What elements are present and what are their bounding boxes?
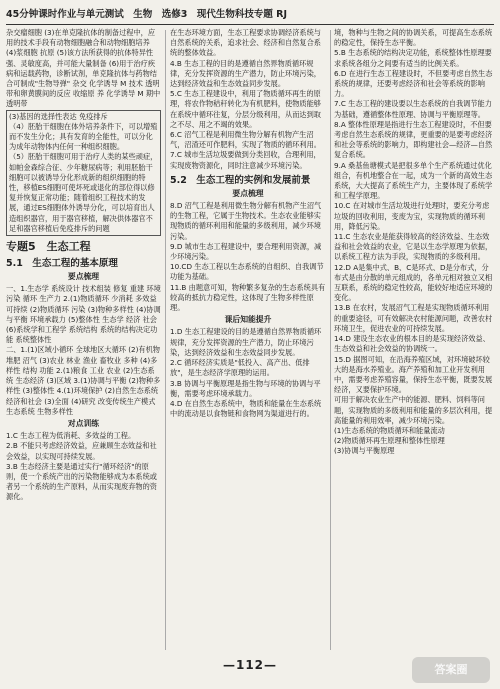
boxed-answer-text: (3)基因的选择性表达 免疫排斥 （4）胚胎干细胞在体外培养条件下，可以增殖而不发生分化；具有发育的全能性，可以分化为成年动物体内任何一种组织细胞。 （5）胚胎干细胞可用于治疗人类的某些顽症，如帕金森综合征、少年糖尿病等；利用胚胎干细胞可以被诱导分化形成新的组织细胞的特性，移植ES细胞可使坏死或退化的部位得以修复并恢复正常功能；随着组织工程技术的发展，通过ES细胞体外诱导分化，可以培育出人造组织器官，用于器官移植，解决供体器官不足和器官移植后免疫排斥的问题 [9,111,158,233]
answer-text: 12.D A是集中式、B、C是环式、D是分布式，分布式是由分散的单元组成的，各单元相对独立又相互联系，系统的稳定性较高，能较好地适应环境的变化。 13.B 在农村，发展沼气工程是实现物质循环利用的重要途径，可有效解决农村能源问题，改善农村环境卫生，促进农业的可持续发展。 14.D 建设生态农业的根本目的是实现经济效益、生态效益和社会效益的协调统一。 15.D 据图可知，在沿海养殖区域，对环境破坏较大的是海水养殖业。海产养殖和加工业开发利用中，需要考虑养殖容量，保持生态平衡，既要发展经济，又要保护环境。 [334,262,493,395]
boxed-answer-block [6,110,161,236]
answer-text-top: 杂交瘤细胞 (3)在单克隆抗体的制备过程中，应用的技术手段有动物细胞融合和动物细胞培养 (4)浆细胞 抗原 (5)该方法所获得的抗体特异性强、灵敏度高，并可能大量制备 (6)用于治疗疾病和运载药物，诊断试剂，单克隆抗体与药物结合可制成"生物导弹" 杂交 化学诱导 M 技术 透明带和卵黄膜间的反应 收缩原 养 化学诱导 M 期中 透明带 [6,28,161,109]
subsection-heading: 要点梳理 [232,188,264,198]
page-header [6,6,494,25]
column-divider [165,30,166,650]
subsection-heading: 要点梳理 [67,272,100,282]
section-title: 5.2 生态工程的实例和发展前景 [170,174,311,186]
column-divider [330,30,331,650]
answer-text: 9.A 桑基鱼塘模式是把很多单个生产系统通过优化组合，有机地整合在一起，成为一个新的高效生态系统，大大提高了系统生产力，主要体现了系统学和工程学原理。 10.C 在对城市生活垃圾进行处理时，要充分考虑垃圾的回收利用，变废为宝，实现物质的循环利用，降低污染。 11.C 生态农业是能获得较高的经济效益、生态效益和社会效益的农业，它是以生态学原理为依据，以系统工程方法为手段，实现物质的多级利用。 [334,160,493,262]
section-title: 5.1 生态工程的基本原理 [6,258,118,270]
answer-text: 二、1.(1)区域小循环 全球地区大循环 (2)有机物 堆肥 沼气 (3)农业 林业 渔业 畜牧业 多种 (4)多样性 结构 功能 2.(1)粮食 工业 农业 (2)生态系统 生态经济 (3)区域 3.(1)协调与平衡 (2)物种多样性 (3)整体性 4.(1)环境保护 (2)自然生态系统 经济和社会 (3)全面 (4)研究 改变传统生产模式 生态系统 生物多样性 [6,345,161,416]
answer-text: 1.D 生态工程建设的目的是遵循自然界物质循环规律，充分发挥资源的生产潜力，防止环境污染，达到经济效益和生态效益同步发展。 2.C 循环经济实质是"低投入、高产出、低排放"，是生态经济学原理的运用。 3.B 协调与平衡原理是指生物与环境的协调与平衡，需要考虑环境承载力。 4.D 在自然生态系统中，物质和能量在生态系统中的流动是以食物链和食物网为渠道进行的。 [170,327,322,419]
middle-column [170,28,326,653]
subsection-heading: 课后知能提升 [224,315,272,325]
header-title: 45分钟课时作业与单元测试 生物 选修3 现代生物科技专题 RJ [6,9,287,20]
subsection-heading: 对点训练 [67,418,100,428]
chapter-title: 专题5 生态工程 [6,240,91,254]
page-number: —112— [222,658,278,672]
answer-text-top: 境，物种与生物之间的协调关系，可提高生态系统的稳定性，保持生态平衡。 5.B 生态系统的结构决定功能，系统整体性原理要求系统各组分之间要有适当的比例关系。 6.D 在进行生态工程建设时，不但要考虑自然生态系统的规律，还要考虑经济和社会等系统的影响力。 7.C 生态工程的建设要以生态系统的自我调节能力为基础，遵循整体性原理、协调与平衡原理等。 8.A 整体性原理是指进行生态工程建设时，不但要考虑自然生态系统的规律，更重要的是要考虑经济和社会等系统的影响力，即构建社会—经济—自然复合系统。 [334,28,493,160]
answer-text-top: 在生态环境方面，生态工程要求协调经济系统与自然系统的关系，追求社会、经济和自然复合系统的整体效益。 4.B 生态工程的目的是遵循自然界物质循环规律，充分发挥资源的生产潜力，防止环境污染，达到经济效益和生态效益同步发展。 5.C 生态工程建设中，利用了物质循环再生的原理，将农作物秸秆转化为有机肥料，使物质能够在系统中循环往复，分层分级利用，从而达到取之不尽、用之不竭的效果。 6.C 沼气工程是利用微生物分解有机物产生沼气，沼渣还可作肥料，实现了物质的循环利用。 7.C 城市生活垃圾要做到分类回收，合理利用，实现废物资源化，同时注意减少环境污染。 [170,28,321,170]
right-column [334,28,494,653]
answer-text: 可用于解决农业生产中的能源、肥料、饲料等问题，实现物质的多级利用和能量的多层次利用，提高能量的利用效率，减少环境污染。 (1)生态系统的物质循环和能量流动 (2)物质循环再生原理和整体性原理 (3)协调与平衡原理 [334,395,493,456]
left-column [6,28,161,653]
answer-text: 8.D 沼气工程是利用微生物分解有机物产生沼气的生物工程，它属于生物技术。生态农业能够实现物质的循环利用和能量的多级利用，减少环境污染。 9.D 城市生态工程建设中，要合理利用资源，减少环境污染。 10.CD 生态工程以生态系统的自组织、自我调节功能为基础。 11.B 由题意可知，物种繁多复杂的生态系统具有较高的抵抗力稳定性，这体现了生物多样性原理。 [170,201,326,313]
watermark-logo: 答案圈 [412,657,490,683]
answer-text: 1.C 生态工程为低消耗、多效益的工程。 2.B 不能只考虑经济效益，应兼顾生态效益和社会效益，以实现可持续发展。 3.B 生态经济主要是通过实行"循环经济"的原则，使一个系统产出的污染物能够成为本系统或者另一个系统的生产原料，从而实现废弃物的资源化。 [6,431,157,502]
answer-text: 一、1.生态学 系统设计 技术组装 修复 重建 环境污染 循环 生产力 2.(1)物质循环 少消耗 多效益 可持续 (2)物质循环 污染 (3)物种多样性 (4)协调 与平衡 环境承载力 (5)整体性 生态学 经济 社会 (6)系统学和工程学 系统结构 系统的结构决定功能 系统整体性 [6,284,161,345]
